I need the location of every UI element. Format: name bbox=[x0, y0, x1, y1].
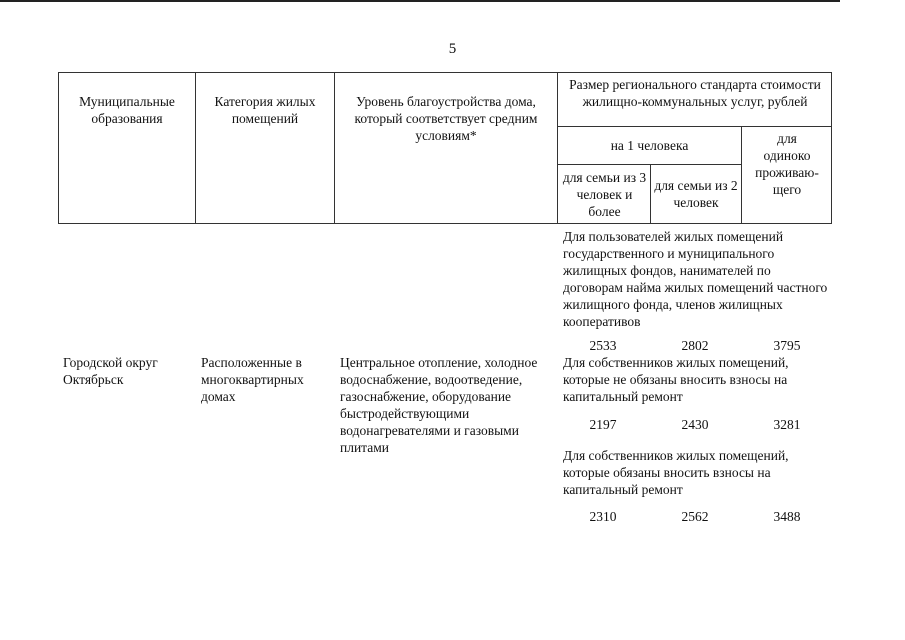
cell-level: Центральное отопление, холодное водоснабжение, водоотведение, газоснабжение, оборудование быстродействующими водонагревателями и газовыми плитами bbox=[340, 355, 538, 455]
header-divider bbox=[557, 72, 558, 224]
value-single: 3281 bbox=[773, 417, 801, 432]
header-municipality: Муниципальные образования bbox=[79, 94, 175, 126]
header-divider bbox=[557, 164, 741, 165]
header-per-person: на 1 человека bbox=[610, 138, 689, 153]
value-family-3: 2310 bbox=[589, 509, 617, 524]
header-single: для одиноко проживаю-щего bbox=[755, 131, 819, 197]
header-category: Категория жилых помещений bbox=[214, 94, 316, 126]
header-level: Уровень благоустройства дома, который соответствует средним условиям* bbox=[354, 94, 538, 143]
header-divider bbox=[650, 164, 651, 224]
header-divider bbox=[334, 72, 335, 224]
group-label: Для собственников жилых помещений, которые обязаны вносить взносы на капитальный ремонт bbox=[563, 448, 789, 497]
value-family-3: 2533 bbox=[589, 338, 617, 353]
header-standard: Размер регионального стандарта стоимости жилищно-коммунальных услуг, рублей bbox=[569, 77, 821, 109]
cell-municipality: Городской округ Октябрьск bbox=[63, 355, 158, 387]
header-family-2: для семьи из 2 человек bbox=[654, 178, 738, 210]
page-number: 5 bbox=[448, 41, 457, 57]
header-divider bbox=[557, 126, 832, 127]
group-label: Для пользователей жилых помещений государственного и муниципального жилищных фондов, нанимателей по договорам найма жилых помещений частного жилищного фонда, членов жилищных кооперативов bbox=[563, 229, 828, 329]
value-family-2: 2802 bbox=[681, 338, 709, 353]
value-single: 3488 bbox=[773, 509, 801, 524]
cell-category: Расположенные в многоквартирных домах bbox=[201, 355, 304, 404]
top-rule bbox=[0, 0, 840, 2]
value-family-2: 2562 bbox=[681, 509, 709, 524]
header-divider bbox=[195, 72, 196, 224]
header-family-3: для семьи из 3 человек и более bbox=[562, 170, 647, 219]
value-family-2: 2430 bbox=[681, 417, 709, 432]
value-family-3: 2197 bbox=[589, 417, 617, 432]
value-single: 3795 bbox=[773, 338, 801, 353]
header-divider bbox=[741, 126, 742, 224]
group-label: Для собственников жилых помещений, которые не обязаны вносить взносы на капитальный ремонт bbox=[563, 355, 789, 404]
